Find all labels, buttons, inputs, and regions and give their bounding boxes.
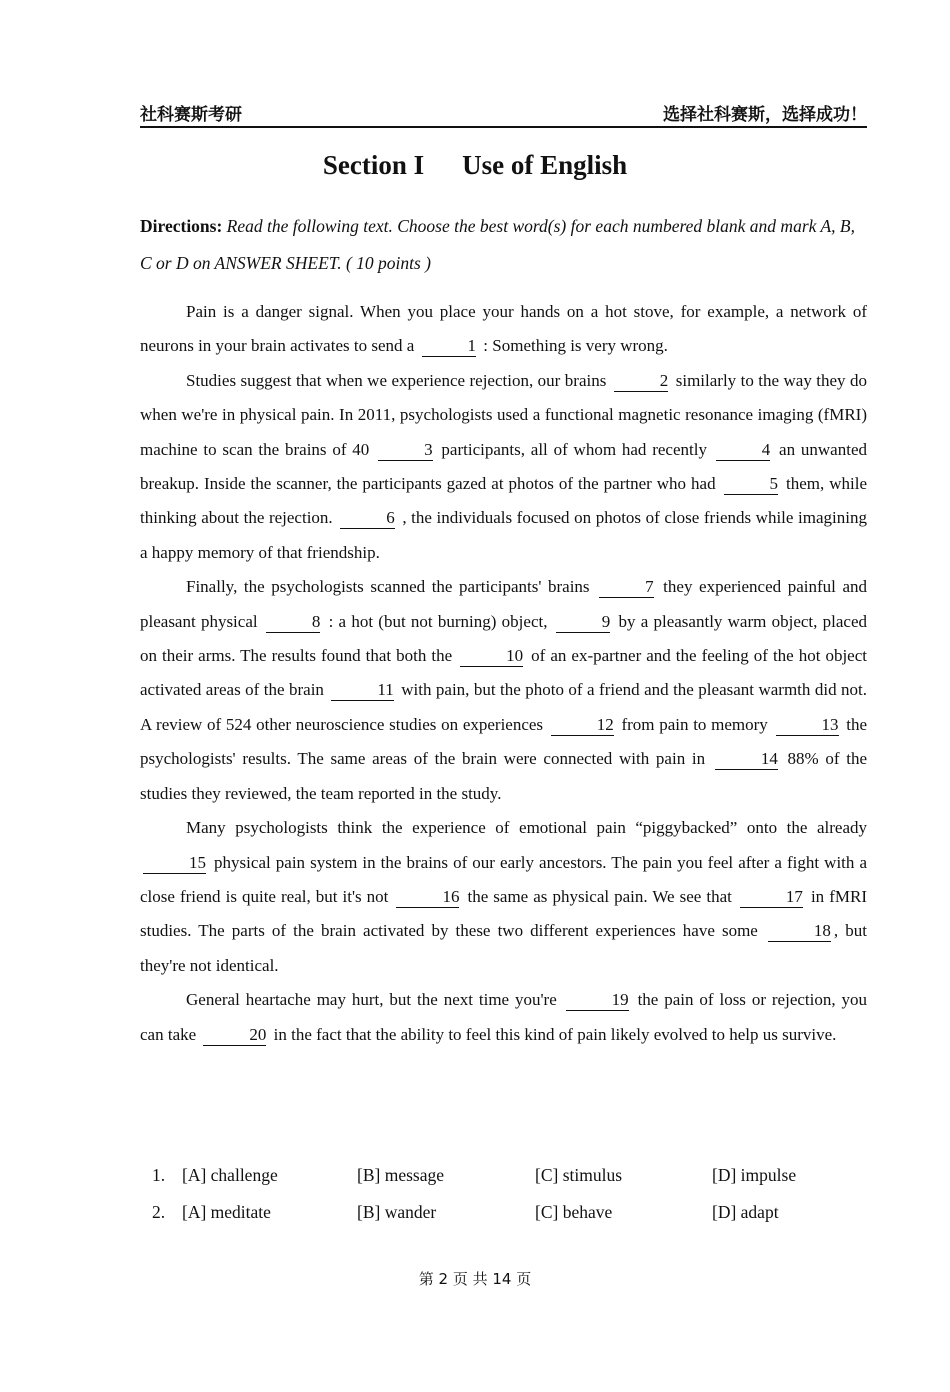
passage-text: by a pleasantly warm object, placed on their arms. The results found that both the (140, 611, 867, 666)
page-header (140, 100, 867, 126)
paragraph (140, 570, 867, 811)
paragraph (140, 811, 867, 983)
blank-9: 9 (556, 612, 611, 633)
page-footer: 第 2 页 共 14 页 (418, 1270, 532, 1288)
blank-18: 18 (768, 921, 831, 942)
passage-text: the same as physical pain. We see that (462, 886, 737, 906)
blank-20: 20 (203, 1025, 266, 1046)
blank-2: 2 (614, 371, 669, 392)
blank-13: 13 (776, 715, 839, 736)
passage-text: similarly to the way they do when we're in physical pain. In 2011, psychologists used a functional magnetic resonance imaging (fMRI) machine to scan the brains of 40 (140, 370, 867, 459)
passage-text: Many psychologists think the experience of emotional pain “piggybacked” onto the already (186, 818, 867, 838)
option-a: [A] meditate (182, 1202, 271, 1222)
option-a: [A] challenge (182, 1165, 278, 1185)
passage-text: Pain is a danger signal. When you place your hands on a hot stove, for example, a network of neurons in your brain activates to send a (140, 302, 867, 356)
passage-text: General heartache may hurt, but the next time you're (186, 990, 563, 1010)
passage-text: , the individuals focused on photos of close friends while imagining a happy memory of that friendship. (140, 508, 867, 562)
blank-11: 11 (331, 680, 393, 701)
passage-text: the pain of loss or rejection, you can take (140, 990, 868, 1044)
option-c: [C] stimulus (535, 1165, 623, 1185)
header-brand: 社科赛斯考研 (140, 105, 242, 125)
passage-text: , but they're not identical. (140, 921, 867, 975)
blank-6: 6 (340, 508, 395, 529)
directions (140, 208, 867, 282)
answer-options (152, 1165, 867, 1239)
blank-1: 1 (422, 336, 477, 357)
blank-5: 5 (724, 474, 779, 495)
section-title (0, 150, 950, 181)
paragraph (140, 364, 867, 570)
passage-text: in the fact that the ability to feel this kind of pain likely evolved to help us survive. (269, 1024, 837, 1044)
option-b: [B] message (357, 1165, 444, 1185)
header-slogan: 选择社科赛斯，选择成功！ (663, 105, 867, 125)
blank-14: 14 (715, 749, 778, 770)
passage-text: 88% of the studies they reviewed, the team reported in the study. (140, 749, 867, 803)
blank-8: 8 (266, 612, 321, 633)
blank-7: 7 (599, 577, 654, 598)
blank-12: 12 (551, 715, 614, 736)
passage-text: they experienced painful and pleasant physical (140, 577, 867, 631)
option-row (152, 1202, 867, 1239)
option-row (152, 1165, 867, 1202)
passage-text: : Something is very wrong. (479, 336, 668, 356)
blank-10: 10 (460, 646, 523, 667)
option-d: [D] adapt (712, 1202, 779, 1222)
passage-text: an unwanted breakup. Inside the scanner, the participants gazed at photos of the partner who had (140, 439, 867, 494)
paragraph (140, 983, 867, 1052)
blank-3: 3 (378, 440, 433, 461)
passage-text: Studies suggest that when we experience rejection, our brains (186, 370, 611, 390)
passage-text: in fMRI studies. The parts of the brain activated by these two different experiences have some (140, 886, 867, 941)
blank-17: 17 (740, 887, 803, 908)
paragraph (140, 295, 867, 364)
passage-text: from pain to memory (616, 714, 773, 734)
passage-text: Finally, the psychologists scanned the participants' brains (186, 577, 597, 597)
directions-label: Directions: (140, 216, 223, 236)
passage-text: the psychologists' results. The same areas of the brain were connected with pain in (140, 714, 867, 769)
passage-text: of an ex-partner and the feeling of the hot object activated areas of the brain (140, 646, 867, 700)
passage-text: them, while thinking about the rejection. (140, 474, 867, 528)
directions-text: Read the following text. Choose the best word(s) for each numbered blank and mark A, B, C or D on ANSWER SHEET. ( 10 points ) (140, 216, 855, 273)
question-number: 2. (152, 1202, 166, 1222)
blank-4: 4 (716, 440, 771, 461)
passage-text: participants, all of whom had recently (435, 439, 713, 459)
blank-16: 16 (396, 887, 459, 908)
section-number: Section I (322, 150, 425, 180)
header-divider (140, 126, 867, 128)
option-b: [B] wander (357, 1202, 437, 1222)
blank-15: 15 (143, 853, 206, 874)
blank-19: 19 (566, 990, 629, 1011)
passage-text: : a hot (but not burning) object, (323, 611, 553, 631)
cloze-passage (140, 295, 867, 1052)
passage-text: with pain, but the photo of a friend and the pleasant warmth did not. A review of 524 other neuroscience studies on experiences (140, 680, 867, 734)
option-d: [D] impulse (712, 1165, 797, 1185)
passage-text: physical pain system in the brains of our early ancestors. The pain you feel after a fight with a close friend is quite real, but it's not (140, 852, 867, 906)
section-name: Use of English (462, 150, 628, 180)
question-number: 1. (152, 1165, 166, 1185)
option-c: [C] behave (535, 1202, 613, 1222)
